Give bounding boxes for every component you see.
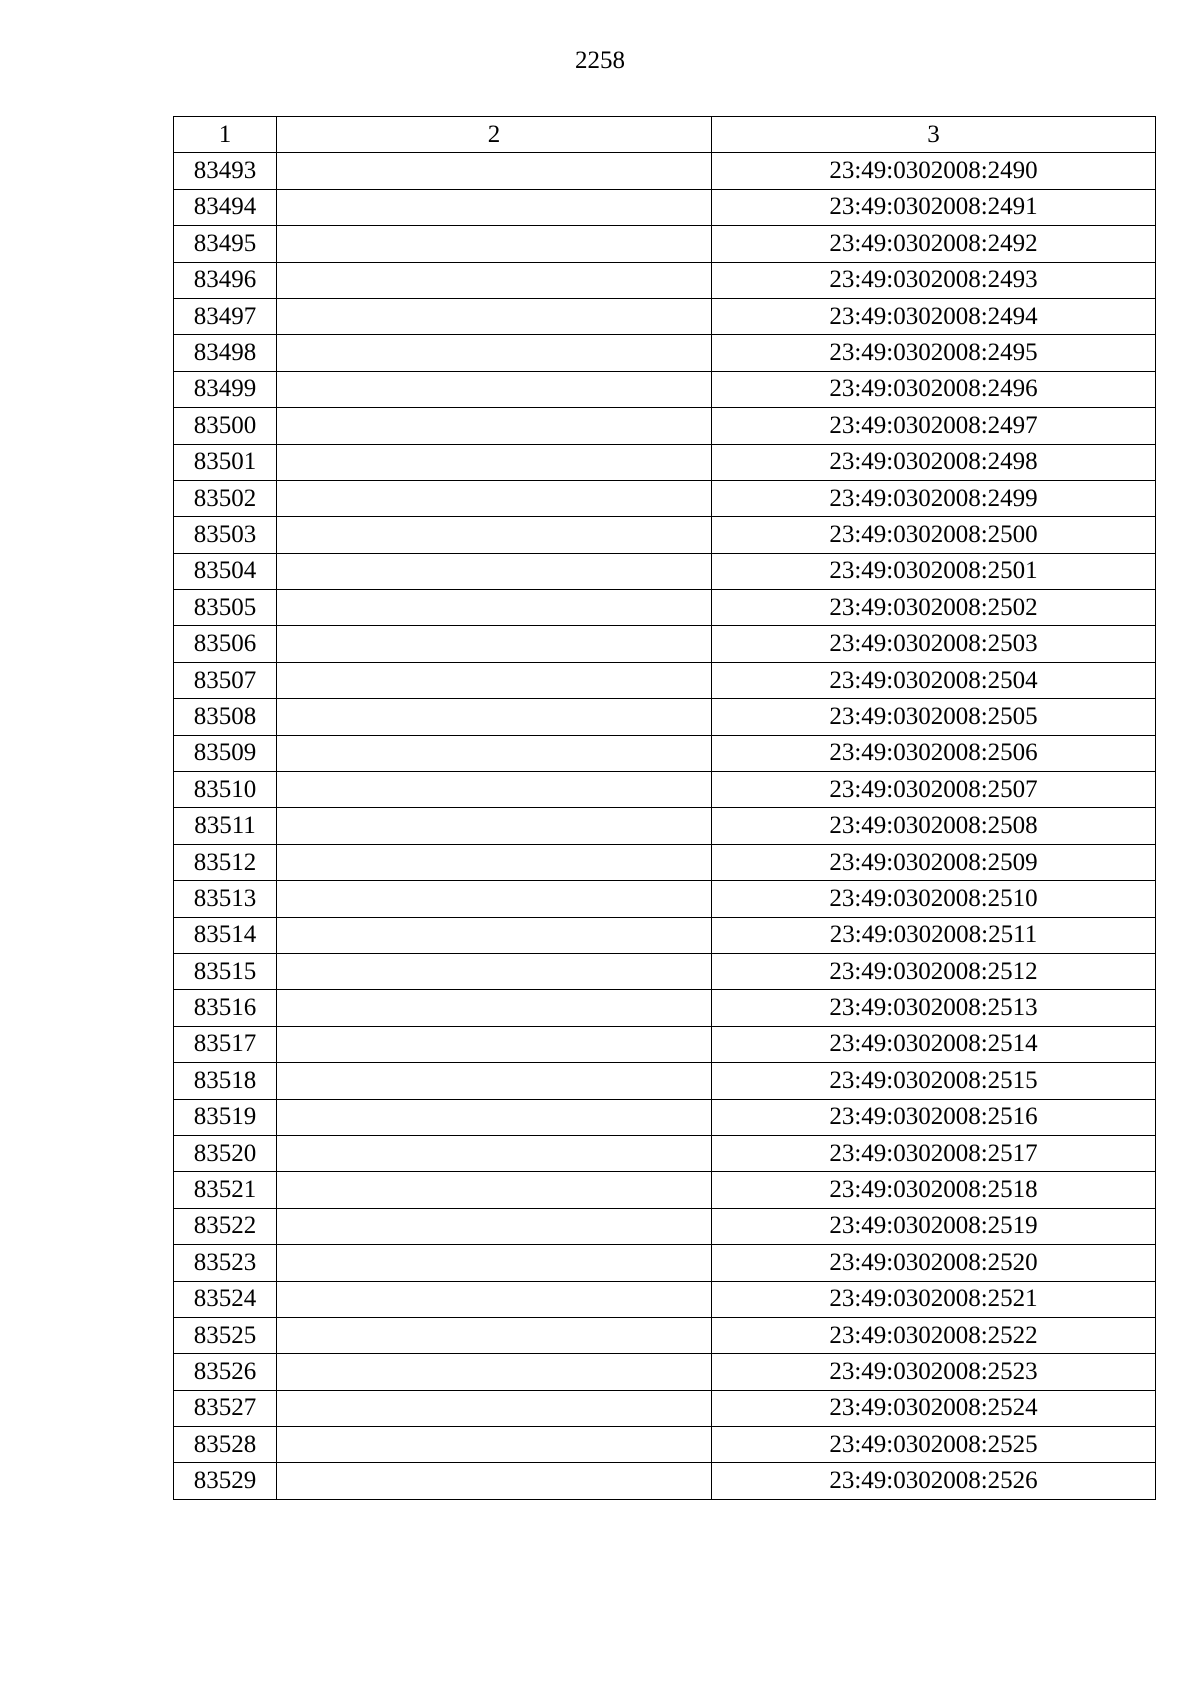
empty-cell — [277, 480, 712, 516]
row-number-cell: 83529 — [174, 1463, 277, 1499]
cadastral-number-cell: 23:49:0302008:2510 — [712, 881, 1156, 917]
row-number-cell: 83501 — [174, 444, 277, 480]
row-number-cell: 83523 — [174, 1245, 277, 1281]
cadastral-number-cell: 23:49:0302008:2493 — [712, 262, 1156, 298]
row-number-cell: 83509 — [174, 735, 277, 771]
cadastral-number-cell: 23:49:0302008:2492 — [712, 226, 1156, 262]
empty-cell — [277, 1390, 712, 1426]
cadastral-number-cell: 23:49:0302008:2498 — [712, 444, 1156, 480]
empty-cell — [277, 1208, 712, 1244]
table-row — [174, 699, 1156, 735]
cadastral-number-cell: 23:49:0302008:2517 — [712, 1135, 1156, 1171]
table-row — [174, 444, 1156, 480]
header-cell-col-1: 1 — [174, 117, 277, 153]
empty-cell — [277, 1172, 712, 1208]
row-number-cell: 83525 — [174, 1317, 277, 1353]
row-number-cell: 83498 — [174, 335, 277, 371]
row-number-cell: 83495 — [174, 226, 277, 262]
row-number-cell: 83497 — [174, 298, 277, 334]
empty-cell — [277, 590, 712, 626]
cadastral-number-cell: 23:49:0302008:2503 — [712, 626, 1156, 662]
cadastral-number-cell: 23:49:0302008:2514 — [712, 1026, 1156, 1062]
table-row — [174, 662, 1156, 698]
table-row — [174, 371, 1156, 407]
empty-cell — [277, 298, 712, 334]
empty-cell — [277, 735, 712, 771]
page-number: 2258 — [575, 47, 625, 74]
table-row — [174, 1390, 1156, 1426]
empty-cell — [277, 371, 712, 407]
empty-cell — [277, 626, 712, 662]
empty-cell — [277, 772, 712, 808]
table-row — [174, 1099, 1156, 1135]
empty-cell — [277, 153, 712, 189]
empty-cell — [277, 1317, 712, 1353]
table-row — [174, 1135, 1156, 1171]
cadastral-number-cell: 23:49:0302008:2501 — [712, 553, 1156, 589]
row-number-cell: 83513 — [174, 881, 277, 917]
cadastral-number-cell: 23:49:0302008:2491 — [712, 189, 1156, 225]
cadastral-number-cell: 23:49:0302008:2523 — [712, 1354, 1156, 1390]
cadastral-number-cell: 23:49:0302008:2494 — [712, 298, 1156, 334]
cadastral-number-cell: 23:49:0302008:2499 — [712, 480, 1156, 516]
empty-cell — [277, 1354, 712, 1390]
empty-cell — [277, 262, 712, 298]
cadastral-number-cell: 23:49:0302008:2511 — [712, 917, 1156, 953]
row-number-cell: 83507 — [174, 662, 277, 698]
empty-cell — [277, 990, 712, 1026]
table-row — [174, 1245, 1156, 1281]
row-number-cell: 83528 — [174, 1427, 277, 1463]
empty-cell — [277, 444, 712, 480]
cadastral-number-cell: 23:49:0302008:2502 — [712, 590, 1156, 626]
table-row — [174, 1208, 1156, 1244]
table-row — [174, 735, 1156, 771]
table-row — [174, 298, 1156, 334]
cadastral-number-cell: 23:49:0302008:2490 — [712, 153, 1156, 189]
empty-cell — [277, 553, 712, 589]
row-number-cell: 83506 — [174, 626, 277, 662]
registry-table — [173, 116, 1156, 1500]
table-row — [174, 990, 1156, 1026]
cadastral-number-cell: 23:49:0302008:2516 — [712, 1099, 1156, 1135]
table-row — [174, 408, 1156, 444]
table-row — [174, 153, 1156, 189]
row-number-cell: 83494 — [174, 189, 277, 225]
cadastral-number-cell: 23:49:0302008:2495 — [712, 335, 1156, 371]
empty-cell — [277, 1099, 712, 1135]
empty-cell — [277, 917, 712, 953]
cadastral-number-cell: 23:49:0302008:2508 — [712, 808, 1156, 844]
row-number-cell: 83515 — [174, 953, 277, 989]
row-number-cell: 83493 — [174, 153, 277, 189]
table-row — [174, 1026, 1156, 1062]
empty-cell — [277, 517, 712, 553]
row-number-cell: 83514 — [174, 917, 277, 953]
empty-cell — [277, 662, 712, 698]
cadastral-number-cell: 23:49:0302008:2496 — [712, 371, 1156, 407]
empty-cell — [277, 1245, 712, 1281]
empty-cell — [277, 1463, 712, 1499]
cadastral-number-cell: 23:49:0302008:2497 — [712, 408, 1156, 444]
header-cell-col-2: 2 — [277, 117, 712, 153]
cadastral-number-cell: 23:49:0302008:2500 — [712, 517, 1156, 553]
empty-cell — [277, 1135, 712, 1171]
table-row — [174, 1427, 1156, 1463]
row-number-cell: 83518 — [174, 1063, 277, 1099]
table-row — [174, 1354, 1156, 1390]
empty-cell — [277, 699, 712, 735]
header-cell-col-3: 3 — [712, 117, 1156, 153]
row-number-cell: 83502 — [174, 480, 277, 516]
empty-cell — [277, 1063, 712, 1099]
table-row — [174, 226, 1156, 262]
cadastral-number-cell: 23:49:0302008:2513 — [712, 990, 1156, 1026]
row-number-cell: 83503 — [174, 517, 277, 553]
empty-cell — [277, 844, 712, 880]
cadastral-number-cell: 23:49:0302008:2512 — [712, 953, 1156, 989]
table-row — [174, 1063, 1156, 1099]
table-row — [174, 335, 1156, 371]
table-row — [174, 881, 1156, 917]
table-body — [174, 153, 1156, 1499]
cadastral-number-cell: 23:49:0302008:2525 — [712, 1427, 1156, 1463]
empty-cell — [277, 1281, 712, 1317]
table-row — [174, 626, 1156, 662]
cadastral-number-cell: 23:49:0302008:2509 — [712, 844, 1156, 880]
table-row — [174, 262, 1156, 298]
table-row — [174, 917, 1156, 953]
cadastral-number-cell: 23:49:0302008:2522 — [712, 1317, 1156, 1353]
row-number-cell: 83526 — [174, 1354, 277, 1390]
cadastral-number-cell: 23:49:0302008:2526 — [712, 1463, 1156, 1499]
table-row — [174, 553, 1156, 589]
row-number-cell: 83510 — [174, 772, 277, 808]
cadastral-number-cell: 23:49:0302008:2505 — [712, 699, 1156, 735]
table-header-row — [174, 117, 1156, 153]
empty-cell — [277, 408, 712, 444]
row-number-cell: 83500 — [174, 408, 277, 444]
row-number-cell: 83524 — [174, 1281, 277, 1317]
row-number-cell: 83496 — [174, 262, 277, 298]
empty-cell — [277, 1026, 712, 1062]
table-row — [174, 1281, 1156, 1317]
table-row — [174, 189, 1156, 225]
empty-cell — [277, 808, 712, 844]
empty-cell — [277, 335, 712, 371]
cadastral-number-cell: 23:49:0302008:2519 — [712, 1208, 1156, 1244]
row-number-cell: 83504 — [174, 553, 277, 589]
row-number-cell: 83521 — [174, 1172, 277, 1208]
empty-cell — [277, 881, 712, 917]
table-row — [174, 1317, 1156, 1353]
empty-cell — [277, 189, 712, 225]
table-row — [174, 590, 1156, 626]
row-number-cell: 83522 — [174, 1208, 277, 1244]
cadastral-number-cell: 23:49:0302008:2506 — [712, 735, 1156, 771]
empty-cell — [277, 226, 712, 262]
row-number-cell: 83508 — [174, 699, 277, 735]
empty-cell — [277, 1427, 712, 1463]
cadastral-number-cell: 23:49:0302008:2521 — [712, 1281, 1156, 1317]
cadastral-number-cell: 23:49:0302008:2515 — [712, 1063, 1156, 1099]
cadastral-number-cell: 23:49:0302008:2524 — [712, 1390, 1156, 1426]
row-number-cell: 83511 — [174, 808, 277, 844]
table-row — [174, 808, 1156, 844]
row-number-cell: 83527 — [174, 1390, 277, 1426]
cadastral-number-cell: 23:49:0302008:2507 — [712, 772, 1156, 808]
table-row — [174, 772, 1156, 808]
table-row — [174, 480, 1156, 516]
cadastral-number-cell: 23:49:0302008:2504 — [712, 662, 1156, 698]
table-row — [174, 1463, 1156, 1499]
row-number-cell: 83505 — [174, 590, 277, 626]
row-number-cell: 83520 — [174, 1135, 277, 1171]
empty-cell — [277, 953, 712, 989]
cadastral-number-cell: 23:49:0302008:2520 — [712, 1245, 1156, 1281]
row-number-cell: 83516 — [174, 990, 277, 1026]
table-row — [174, 517, 1156, 553]
cadastral-number-cell: 23:49:0302008:2518 — [712, 1172, 1156, 1208]
row-number-cell: 83512 — [174, 844, 277, 880]
row-number-cell: 83517 — [174, 1026, 277, 1062]
row-number-cell: 83499 — [174, 371, 277, 407]
row-number-cell: 83519 — [174, 1099, 277, 1135]
table-row — [174, 844, 1156, 880]
table-row — [174, 953, 1156, 989]
table-row — [174, 1172, 1156, 1208]
